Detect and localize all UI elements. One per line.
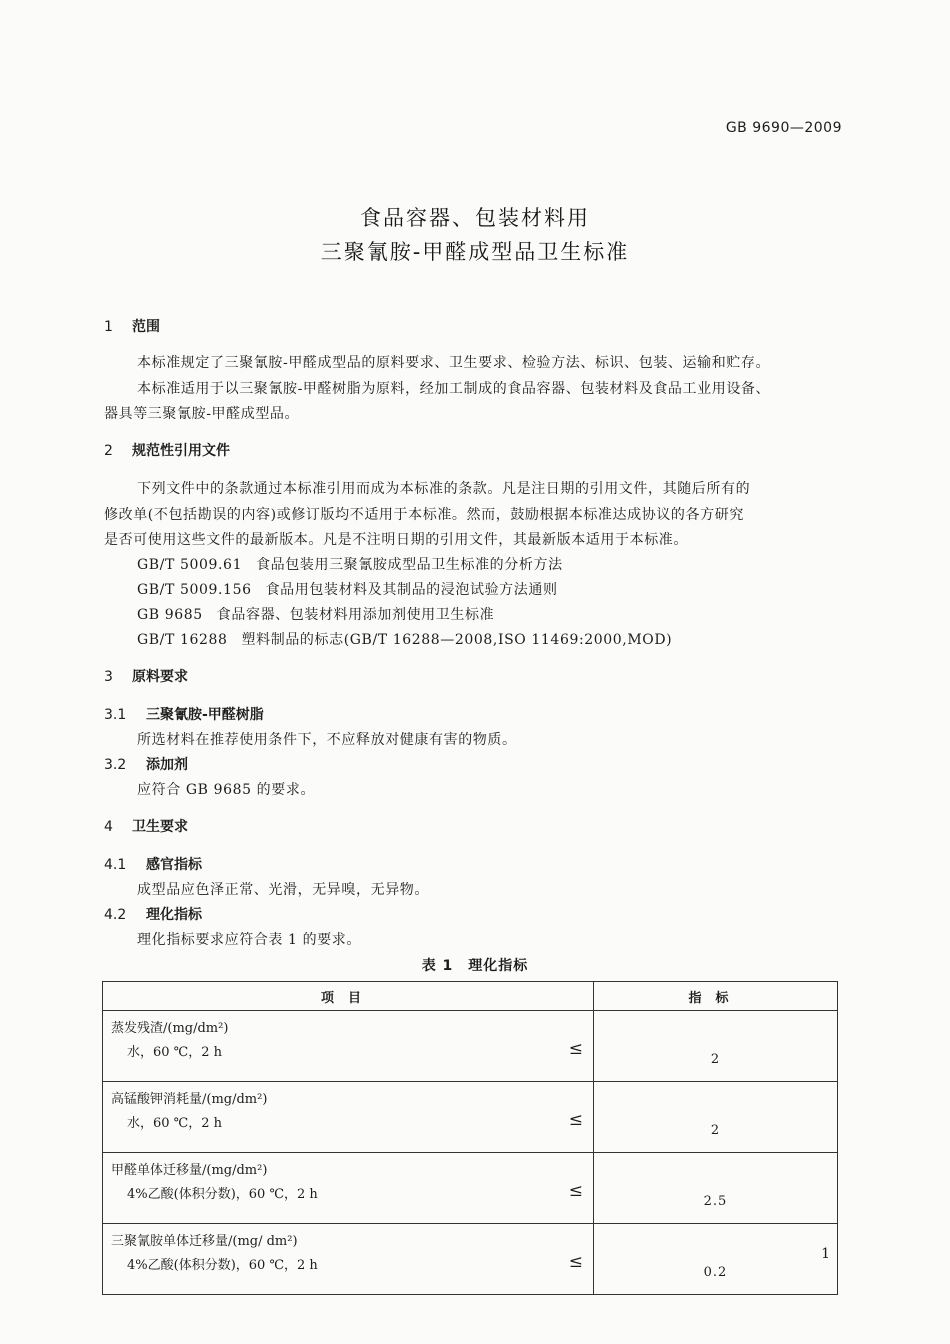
- section-number: 1: [104, 319, 113, 335]
- leq-symbol: ≤: [568, 1110, 583, 1130]
- section-title: 规范性引用文件: [132, 443, 230, 459]
- item-condition: 4%乙酸(体积分数)，60 ℃，2 h: [127, 1258, 318, 1273]
- section-2-heading: [104, 440, 230, 460]
- table-cell-value: 2: [594, 1011, 838, 1082]
- subsection-number: 4.2: [104, 907, 127, 923]
- table-cell-item: [103, 1082, 594, 1153]
- table-cell-item: [103, 1011, 594, 1082]
- section-number: 2: [104, 443, 113, 459]
- section-number: 3: [104, 669, 113, 685]
- table-cell-value: 2.5: [594, 1153, 838, 1224]
- reference-item: [137, 604, 494, 624]
- subsection-4-2-heading: [104, 904, 202, 924]
- standard-code: GB 9690—2009: [725, 120, 842, 136]
- subsection-4-1-heading: [104, 854, 202, 874]
- item-condition: 水，60 ℃，2 h: [127, 1116, 222, 1131]
- reference-code: GB/T 5009.156: [137, 582, 252, 598]
- s2-paragraph-line-1: 下列文件中的条款通过本标准引用而成为本标准的条款。凡是注日期的引用文件，其随后所有的: [137, 481, 751, 497]
- item-name: 三聚氰胺单体迁移量/(mg/ dm²): [111, 1234, 298, 1249]
- section-title: 卫生要求: [132, 819, 188, 835]
- table-row: [103, 1224, 838, 1295]
- item-condition: 4%乙酸(体积分数)，60 ℃，2 h: [127, 1187, 318, 1202]
- subsection-number: 4.1: [104, 857, 127, 873]
- s2-paragraph-line-3: 是否可使用这些文件的最新版本。凡是不注明日期的引用文件，其最新版本适用于本标准。: [104, 532, 688, 548]
- reference-code: GB/T 16288: [137, 632, 228, 648]
- subsection-3-1-heading: [104, 704, 264, 724]
- s1-paragraph-1: 本标准规定了三聚氰胺-甲醛成型品的原料要求、卫生要求、检验方法、标识、包装、运输和贮存。: [137, 355, 771, 371]
- column-header-value: 指标: [594, 982, 838, 1011]
- s4-1-text: 成型品应色泽正常、光滑，无异嗅，无异物。: [137, 882, 429, 898]
- subsection-title: 三聚氰胺-甲醛树脂: [146, 707, 264, 723]
- reference-code: GB 9685: [137, 607, 203, 623]
- subsection-title: 添加剂: [146, 757, 188, 773]
- s3-1-text: 所选材料在推荐使用条件下，不应释放对健康有害的物质。: [137, 732, 517, 748]
- reference-title: 食品用包装材料及其制品的浸泡试验方法通则: [265, 582, 558, 598]
- subsection-title: 感官指标: [146, 857, 202, 873]
- section-1-heading: [104, 316, 160, 336]
- s1-paragraph-2-cont: 器具等三聚氰胺-甲醛成型品。: [104, 406, 300, 422]
- physicochemical-table: [102, 981, 838, 1295]
- reference-title: 塑料制品的标志(GB/T 16288—2008,ISO 11469:2000,MOD): [241, 632, 673, 648]
- table-cell-item: [103, 1224, 594, 1295]
- table-header-row: [103, 982, 838, 1011]
- title-line-2: 三聚氰胺-甲醛成型品卫生标准: [320, 240, 630, 264]
- table-row: [103, 1082, 838, 1153]
- table-caption: 表 1 理化指标: [421, 958, 529, 974]
- subsection-title: 理化指标: [146, 907, 202, 923]
- table-cell-item: [103, 1153, 594, 1224]
- reference-item: [137, 629, 672, 649]
- reference-code: GB/T 5009.61: [137, 557, 243, 573]
- table-cell-value: 2: [594, 1082, 838, 1153]
- leq-symbol: ≤: [568, 1181, 583, 1201]
- section-3-heading: [104, 666, 188, 686]
- subsection-3-2-heading: [104, 754, 188, 774]
- page-number: 1: [821, 1246, 830, 1262]
- leq-symbol: ≤: [568, 1252, 583, 1272]
- table-cell-value: 0.2: [594, 1224, 838, 1295]
- section-number: 4: [104, 819, 113, 835]
- item-name: 蒸发残渣/(mg/dm²): [111, 1021, 229, 1036]
- section-title: 范围: [132, 319, 160, 335]
- s4-2-text: 理化指标要求应符合表 1 的要求。: [137, 932, 362, 948]
- s1-paragraph-2: 本标准适用于以三聚氰胺-甲醛树脂为原料，经加工制成的食品容器、包装材料及食品工业用设备、: [137, 381, 771, 397]
- title-line-1: 食品容器、包装材料用: [360, 206, 590, 230]
- column-header-item: 项目: [103, 982, 594, 1011]
- table-row: [103, 1153, 838, 1224]
- item-name: 甲醛单体迁移量/(mg/dm²): [111, 1163, 268, 1178]
- leq-symbol: ≤: [568, 1039, 583, 1059]
- s3-2-text: 应符合 GB 9685 的要求。: [137, 782, 316, 798]
- reference-title: 食品容器、包装材料用添加剂使用卫生标准: [216, 607, 495, 623]
- item-name: 高锰酸钾消耗量/(mg/dm²): [111, 1092, 268, 1107]
- item-condition: 水，60 ℃，2 h: [127, 1045, 222, 1060]
- section-title: 原料要求: [132, 669, 188, 685]
- section-4-heading: [104, 816, 188, 836]
- table-row: [103, 1011, 838, 1082]
- reference-item: [137, 554, 563, 574]
- reference-item: [137, 579, 558, 599]
- s2-paragraph-line-2: 修改单(不包括勘误的内容)或修订版均不适用于本标准。然而，鼓励根据本标准达成协议的各方研究: [104, 507, 744, 523]
- subsection-number: 3.2: [104, 757, 127, 773]
- subsection-number: 3.1: [104, 707, 127, 723]
- reference-title: 食品包装用三聚氰胺成型品卫生标准的分析方法: [256, 557, 563, 573]
